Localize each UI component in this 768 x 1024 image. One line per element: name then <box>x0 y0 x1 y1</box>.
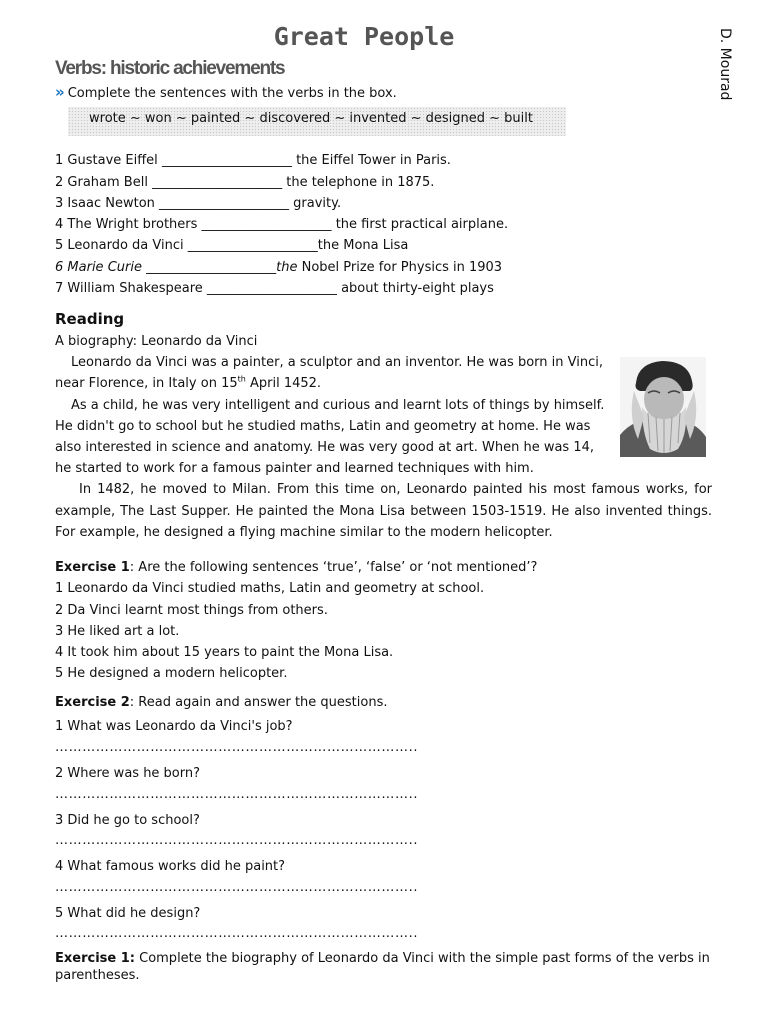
gap-sentence <box>55 196 341 211</box>
instruction <box>55 83 397 101</box>
exercise-instruction: Complete the biography of Leonardo da Vinci with the simple past forms of the verbs in parentheses. <box>55 951 710 983</box>
sentence-rest: about thirty-eight plays <box>341 281 494 296</box>
exercise-3-prompt <box>55 950 715 984</box>
exercise-label: Exercise 1 <box>55 560 130 575</box>
reading-line: Leonardo da Vinci was a painter, a sculptor and an inventor. He was born in Vinci, <box>71 355 603 370</box>
list-item: 1 Leonardo da Vinci studied maths, Latin and geometry at school. <box>55 581 485 596</box>
gap-sentence <box>55 153 451 168</box>
exercise-label: Exercise 2 <box>55 695 130 710</box>
reading-line: In 1482, he moved to Milan. From this time on, Leonardo painted his most famous works, for <box>79 482 712 497</box>
leonardo-portrait-image <box>620 357 706 457</box>
reading-line: For example, he designed a flying machine similar to the modern helicopter. <box>55 525 553 540</box>
answer-line[interactable]: …………………………………………………………………….. <box>55 926 419 941</box>
sentence-number: 6 <box>55 260 64 275</box>
reading-line: He didn't go to school but he studied maths, Latin and geometry at home. He was <box>55 419 591 434</box>
answer-line[interactable]: …………………………………………………………………….. <box>55 740 419 755</box>
exercise-instruction: : Read again and answer the questions. <box>129 695 388 710</box>
sentence-rest: the telephone in 1875. <box>286 175 435 190</box>
answer-line[interactable]: …………………………………………………………………….. <box>55 880 419 895</box>
sentence-number: 3 <box>55 196 64 211</box>
sentence-number: 7 <box>55 281 64 296</box>
sentence-subject: Gustave Eiffel <box>67 153 158 168</box>
reading-line: example, The Last Supper. He painted the Mona Lisa between 1503-1519. He also invented things. <box>55 504 712 519</box>
answer-blank: ____________________ <box>161 153 292 168</box>
answer-blank: ____________________ <box>146 260 277 275</box>
gap-sentence <box>55 281 494 296</box>
exercise-1-prompt <box>55 557 537 578</box>
sentence-rest: gravity. <box>293 196 342 211</box>
double-chevron-icon: » <box>55 83 62 101</box>
reading-heading: Reading <box>55 310 125 328</box>
sentence-rest: Nobel Prize for Physics in 1903 <box>301 260 503 275</box>
page-title: Great People <box>273 22 455 51</box>
gap-sentence <box>55 260 502 275</box>
gap-sentence <box>55 175 434 190</box>
sentence-number: 2 <box>55 175 64 190</box>
exercise-label: Exercise 1: <box>55 951 135 966</box>
sentence-subject: Isaac Newton <box>67 196 155 211</box>
section-subtitle: Verbs: historic achievements <box>55 58 285 79</box>
list-item: 4 It took him about 15 years to paint the Mona Lisa. <box>55 645 394 660</box>
reading-line: near Florence, in Italy on 15th April 1452. <box>55 374 322 391</box>
sentence-subject: The Wright brothers <box>67 217 198 232</box>
sentence-rest: the Mona Lisa <box>317 238 409 253</box>
sentence-number: 1 <box>55 153 64 168</box>
question: 3 Did he go to school? <box>55 813 200 828</box>
list-item: 2 Da Vinci learnt most things from others. <box>55 603 328 618</box>
list-item: 5 He designed a modern helicopter. <box>55 666 288 681</box>
sentence-subject: Leonardo da Vinci <box>67 238 184 253</box>
question: 4 What famous works did he paint? <box>55 859 286 874</box>
sentence-subject: William Shakespeare <box>67 281 203 296</box>
sentence-number: 5 <box>55 238 64 253</box>
answer-line[interactable]: …………………………………………………………………….. <box>55 833 419 848</box>
question: 5 What did he design? <box>55 906 201 921</box>
question: 2 Where was he born? <box>55 766 201 781</box>
reading-line: also interested in science and anatomy. He was very good at art. When he was 14, <box>55 440 594 455</box>
exercise-2-prompt <box>55 692 388 713</box>
answer-blank: ____________________ <box>201 217 332 232</box>
reading-line: he started to work for a famous painter and learned techniques with him. <box>55 461 534 476</box>
answer-blank: ____________________ <box>206 281 337 296</box>
exercise-instruction: : Are the following sentences ‘true’, ‘false’ or ‘not mentioned’? <box>129 560 538 575</box>
sentence-rest: the first practical airplane. <box>335 217 509 232</box>
author-name: D. Mourad <box>717 28 733 101</box>
verb-box-text: wrote ~ won ~ painted ~ discovered ~ invented ~ designed ~ built <box>89 111 533 126</box>
question: 1 What was Leonardo da Vinci's job? <box>55 719 293 734</box>
list-item: 3 He liked art a lot. <box>55 624 180 639</box>
sentence-subject: Marie Curie <box>67 260 142 275</box>
sentence-subject: Graham Bell <box>67 175 148 190</box>
reading-subheading: A biography: Leonardo da Vinci <box>55 334 258 349</box>
gap-sentence <box>55 217 508 232</box>
gap-sentence <box>55 238 408 253</box>
sentence-rest: the Eiffel Tower in Paris. <box>296 153 451 168</box>
answer-blank: ____________________ <box>159 196 290 211</box>
answer-blank: ____________________ <box>187 238 318 253</box>
answer-blank: ____________________ <box>152 175 283 190</box>
answer-line[interactable]: …………………………………………………………………….. <box>55 787 419 802</box>
instruction-text: Complete the sentences with the verbs in the box. <box>67 86 397 101</box>
sentence-number: 4 <box>55 217 64 232</box>
sentence-article: the <box>276 260 298 275</box>
reading-line: As a child, he was very intelligent and curious and learnt lots of things by himself. <box>71 398 605 413</box>
